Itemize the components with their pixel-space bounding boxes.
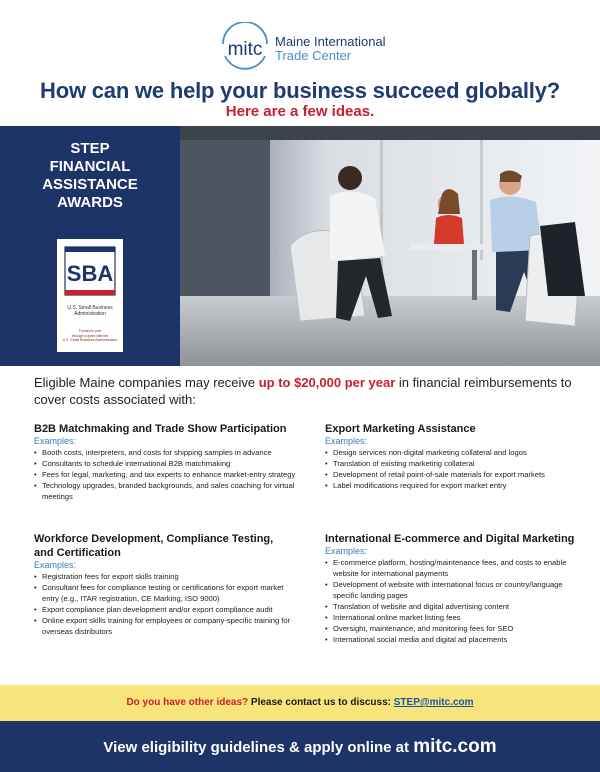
list-item: • Design services non-digital marketing collateral and logos: [325, 447, 590, 458]
section-b2b-matchmaking: [34, 422, 299, 502]
list-item: • Booth costs, interpreters, and costs for shipping samples in advance: [34, 447, 299, 458]
examples-list: [325, 557, 590, 645]
page-headline: How can we help your business succeed globally?: [40, 78, 560, 103]
contact-bar: [0, 685, 600, 721]
contact-prompt: Please contact us to discuss:: [250, 697, 391, 708]
examples-label: Examples:: [34, 436, 77, 446]
list-item: • Oversight, maintenance, and monitoring fees for SEO: [325, 623, 590, 634]
step-title: [0, 140, 180, 212]
examples-label: Examples:: [34, 560, 77, 570]
sba-small-line3: U.S. Small Business Administration: [62, 338, 118, 342]
list-item: • International social media and digital ad placements: [325, 634, 590, 645]
sba-caption-line1: U.S. Small Business: [67, 305, 113, 311]
section-title-line1: Workforce Development, Compliance Testing,: [34, 533, 274, 545]
section-title-line2: and Certification: [34, 547, 121, 559]
list-item: • Translation of website and digital advertising content: [325, 601, 590, 612]
intro-highlight: up to $20,000 per year: [258, 375, 396, 390]
examples-label: Examples:: [325, 436, 368, 446]
sba-logo-mark: [57, 239, 123, 303]
sba-logo-text: SBA: [66, 261, 114, 286]
step-line1: STEP: [70, 140, 110, 157]
mitc-logo-mark: [213, 22, 277, 72]
footer-bar: [0, 721, 600, 772]
section-ecommerce-digital: [325, 532, 590, 645]
meeting-illustration: [180, 126, 600, 366]
sba-logo: [57, 239, 123, 352]
list-item: • E-commerce platform, hosting/maintenance fees, and costs to enable website for international payments: [325, 557, 590, 579]
list-item: • Consultants to schedule international B2B matchmaking: [34, 458, 299, 469]
sba-funding-note: [59, 329, 121, 343]
list-item: • Export compliance plan development and/or export compliance audit: [34, 604, 299, 615]
examples-list: [325, 447, 590, 491]
footer-text: View eligibility guidelines & apply online at: [103, 739, 414, 756]
section-title: International E-commerce and Digital Marketing: [325, 533, 575, 545]
list-item: • Registration fees for export skills training: [34, 571, 299, 582]
page-header: [0, 0, 600, 124]
section-workforce-development: [34, 532, 299, 637]
step-line4: AWARDS: [57, 194, 123, 211]
business-meeting-photo: [180, 126, 600, 366]
step-awards-panel: [0, 126, 180, 366]
logo-abbrev: mitc: [227, 39, 263, 60]
intro-paragraph: [34, 374, 574, 408]
step-line3: ASSISTANCE: [42, 176, 138, 193]
examples-list: [34, 571, 299, 637]
list-item: • Consultant fees for compliance testing or certifications for export market entry (e.g., ITAR registration, CE Marking, ISO 9000): [34, 582, 299, 604]
examples-list: [34, 447, 299, 502]
list-item: • Development of website with international focus or country/language specific landing pages: [325, 579, 590, 601]
list-item: • Technology upgrades, branded backgrounds, and sales coaching for virtual meetings: [34, 480, 299, 502]
list-item: • International online market listing fees: [325, 612, 590, 623]
section-title: [34, 532, 299, 560]
section-title: B2B Matchmaking and Trade Show Participation: [34, 423, 287, 435]
list-item: • Development of retail point-of-sale materials for export markets: [325, 469, 590, 480]
list-item: • Online export skills training for employees or company-specific training for overseas distributors: [34, 615, 299, 637]
page-subline: Here are a few ideas.: [225, 103, 375, 120]
intro-after: in financial reimbursements to cover costs associated with:: [34, 375, 572, 407]
footer-site-link[interactable]: mitc.com: [413, 736, 497, 757]
mitc-logo: [213, 22, 393, 72]
section-title: Export Marketing Assistance: [325, 423, 476, 435]
logo-line2: Trade Center: [275, 48, 352, 63]
sba-caption-line2: Administration: [74, 311, 106, 317]
sba-caption: [59, 305, 121, 317]
list-item: • Translation of existing marketing collateral: [325, 458, 590, 469]
section-export-marketing: [325, 422, 590, 491]
banner: [0, 126, 600, 366]
sba-small-line2: through a grant with the: [71, 333, 109, 338]
list-item: • Label modifications required for export market entry: [325, 480, 590, 491]
intro-before: Eligible Maine companies may receive: [34, 375, 259, 390]
list-item: • Fees for legal, marketing, and tax experts to enhance market-entry strategy: [34, 469, 299, 480]
sba-small-line1: Funded in part: [78, 329, 102, 333]
logo-line1: Maine International: [275, 34, 386, 49]
examples-label: Examples:: [325, 546, 368, 556]
contact-email-link[interactable]: STEP@mitc.com: [393, 697, 474, 708]
contact-question: Do you have other ideas?: [126, 697, 249, 708]
step-line2: FINANCIAL: [49, 158, 131, 175]
logo-text: [275, 35, 386, 63]
